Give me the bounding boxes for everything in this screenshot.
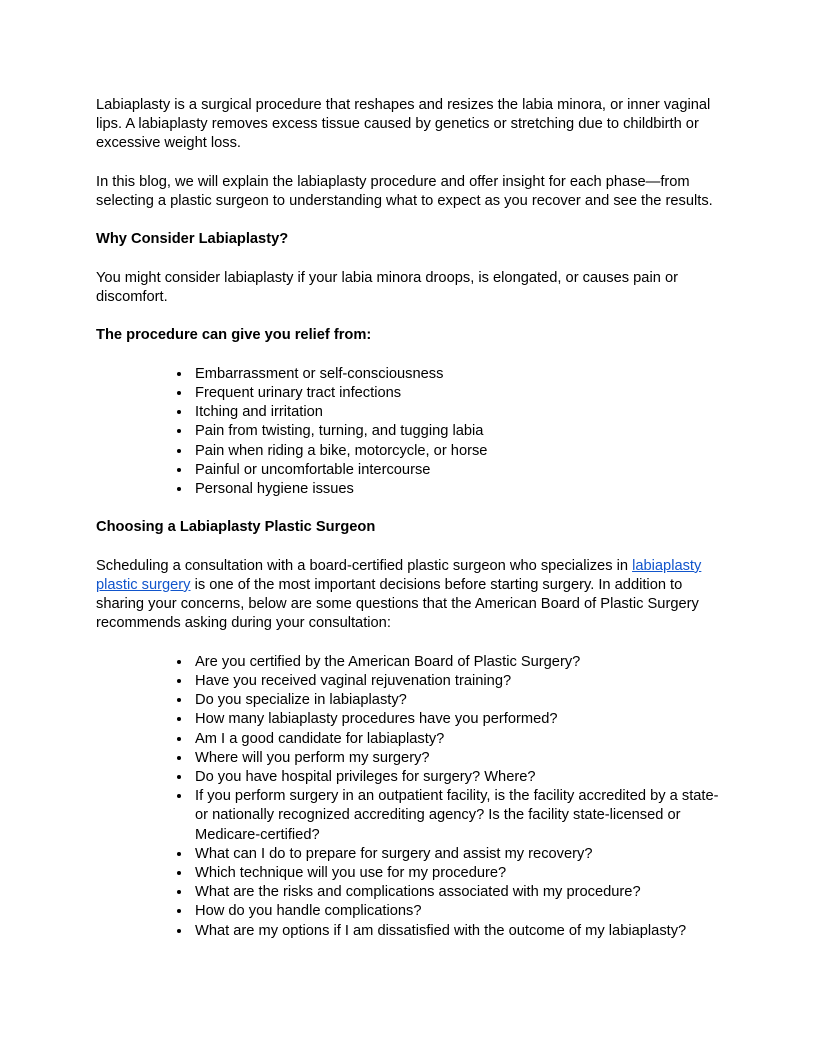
list-item: • What are my options if I am dissatisfied with the outcome of my labiaplasty? xyxy=(192,922,720,941)
choosing-text-after-link: is one of the most important decisions before starting surgery. In addition to sharing your concerns, below are some questions that the American Board of Plastic Surgery recommends asking during your consultation: xyxy=(96,576,699,632)
list-item: • Are you certified by the American Board of Plastic Surgery? xyxy=(192,653,720,672)
overview-paragraph: In this blog, we will explain the labiaplasty procedure and offer insight for each phase—from selecting a plastic surgeon to understanding what to expect as you recover and see the results. xyxy=(96,173,713,209)
list-item: • Frequent urinary tract infections xyxy=(192,384,720,403)
list-item: • How many labiaplasty procedures have you performed? xyxy=(192,710,720,729)
list-item: • Which technique will you use for my procedure? xyxy=(192,864,720,883)
intro-paragraph: Labiaplasty is a surgical procedure that reshapes and resizes the labia minora, or inner vaginal lips. A labiaplasty removes excess tissue caused by genetics or stretching due to childbirth or excessive weight loss. xyxy=(96,97,711,152)
list-item: • If you perform surgery in an outpatient facility, is the facility accredited by a state- or nationally recognized accrediting agency? Is the facility state-licensed or Medicare-certified? xyxy=(192,787,720,845)
list-item: • Where will you perform my surgery? xyxy=(192,749,720,768)
choosing-paragraph xyxy=(96,557,720,634)
heading-choosing-surgeon: Choosing a Labiaplasty Plastic Surgeon xyxy=(96,519,376,536)
choosing-text-before-link: Scheduling a consultation with a board-certified plastic surgeon who specializes in xyxy=(96,557,633,574)
list-item: • Personal hygiene issues xyxy=(192,480,720,499)
why-paragraph: You might consider labiaplasty if your labia minora droops, is elongated, or causes pain or discomfort. xyxy=(96,269,678,305)
list-item: • What are the risks and complications associated with my procedure? xyxy=(192,883,720,902)
list-item: • What can I do to prepare for surgery and assist my recovery? xyxy=(192,845,720,864)
list-item: • Itching and irritation xyxy=(192,403,720,422)
list-item: • Pain from twisting, turning, and tugging labia xyxy=(192,422,720,441)
questions-list xyxy=(96,653,720,941)
list-item: • Embarrassment or self-consciousness xyxy=(192,365,720,384)
list-item: • Do you specialize in labiaplasty? xyxy=(192,691,720,710)
list-item: • Painful or uncomfortable intercourse xyxy=(192,461,720,480)
relief-list xyxy=(96,365,720,499)
heading-relief: The procedure can give you relief from: xyxy=(96,327,372,344)
labiaplasty-plastic-surgery-link[interactable]: labiaplasty plastic surgery xyxy=(96,557,702,593)
list-item: • Have you received vaginal rejuvenation training? xyxy=(192,672,720,691)
list-item: • How do you handle complications? xyxy=(192,902,720,921)
list-item: • Am I a good candidate for labiaplasty? xyxy=(192,730,720,749)
list-item: • Pain when riding a bike, motorcycle, or horse xyxy=(192,442,720,461)
list-item: • Do you have hospital privileges for surgery? Where? xyxy=(192,768,720,787)
heading-why-consider: Why Consider Labiaplasty? xyxy=(96,231,289,248)
